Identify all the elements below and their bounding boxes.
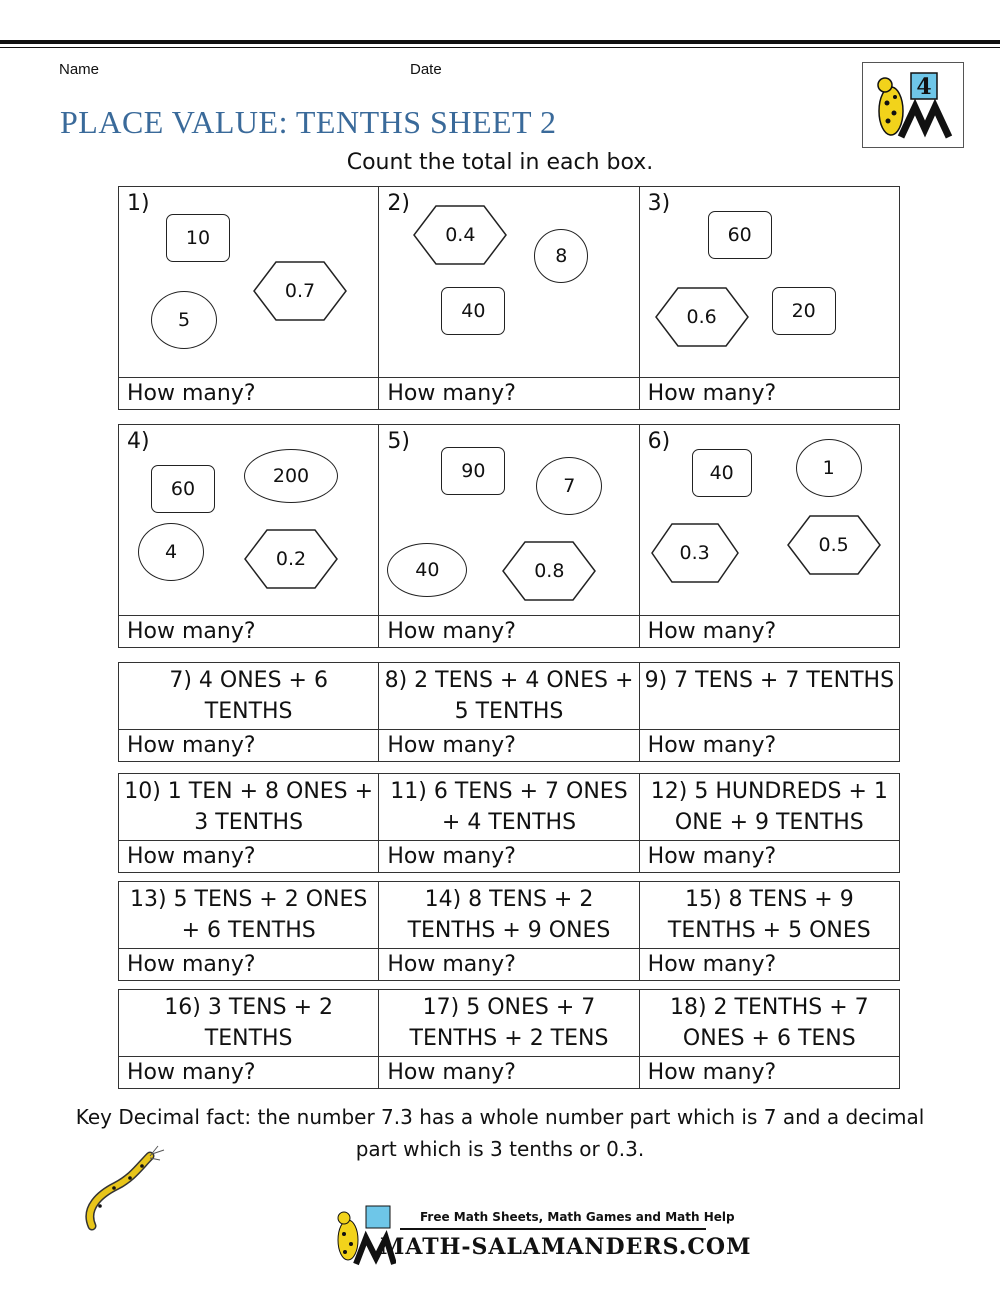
footer-rule (400, 1228, 706, 1230)
how-many-8[interactable]: How many? (379, 730, 639, 762)
logo-number: 4 (916, 74, 932, 100)
problem-7: 7) 4 ONES + 6 TENTHS (119, 663, 379, 730)
problem-10: 10) 1 TEN + 8 ONES + 3 TENTHS (119, 774, 379, 841)
problem-number: 3) (647, 191, 671, 216)
problem-12: 12) 5 HUNDREDS + 1 ONE + 9 TENTHS (639, 774, 899, 841)
rect-shape: 40 (441, 287, 505, 335)
hexagon-shape: 0.8 (501, 541, 597, 601)
ellipse-shape: 200 (244, 449, 338, 503)
page-title: PLACE VALUE: TENTHS SHEET 2 (60, 104, 557, 140)
rect-shape: 20 (772, 287, 836, 335)
how-many-3[interactable]: How many? (639, 378, 899, 410)
how-many-13[interactable]: How many? (119, 949, 379, 981)
key-decimal-fact: Key Decimal fact: the number 7.3 has a whole number part which is 7 and a decimal part which is 3 tenths or 0.3. (75, 1105, 925, 1161)
problem-9: 9) 7 TENS + 7 TENTHS (639, 663, 899, 730)
name-label: Name (59, 61, 100, 78)
top-rule-thin (0, 47, 1000, 48)
grade-logo (862, 62, 964, 148)
salamander-logo-icon (863, 63, 963, 147)
problem-17: 17) 5 ONES + 7 TENTHS + 2 TENS (379, 990, 639, 1057)
problem-13: 13) 5 TENS + 2 ONES + 6 TENTHS (119, 882, 379, 949)
rect-shape: 40 (692, 449, 752, 497)
problem-5 (379, 425, 639, 616)
problem-1 (119, 187, 379, 378)
shape-table-2 (118, 424, 900, 648)
how-many-14[interactable]: How many? (379, 949, 639, 981)
rect-shape: 10 (166, 214, 230, 262)
how-many-7[interactable]: How many? (119, 730, 379, 762)
rect-shape: 60 (151, 465, 215, 513)
salamander-icon (80, 1142, 170, 1232)
problem-3 (639, 187, 899, 378)
how-many-11[interactable]: How many? (379, 841, 639, 873)
how-many-10[interactable]: How many? (119, 841, 379, 873)
problem-16: 16) 3 TENS + 2 TENTHS (119, 990, 379, 1057)
how-many-18[interactable]: How many? (639, 1057, 899, 1089)
how-many-5[interactable]: How many? (379, 616, 639, 648)
hexagon-shape: 0.5 (786, 515, 882, 575)
rect-shape: 90 (441, 447, 505, 495)
how-many-1[interactable]: How many? (119, 378, 379, 410)
rect-shape: 60 (708, 211, 772, 259)
hexagon-shape: 0.6 (654, 287, 750, 347)
circle-shape: 8 (534, 229, 588, 283)
text-table-1 (118, 662, 900, 762)
footer-tagline: Free Math Sheets, Math Games and Math Help (420, 1210, 735, 1224)
problem-11: 11) 6 TENS + 7 ONES + 4 TENTHS (379, 774, 639, 841)
problem-18: 18) 2 TENTHS + 7 ONES + 6 TENS (639, 990, 899, 1057)
top-rule (0, 40, 1000, 44)
how-many-12[interactable]: How many? (639, 841, 899, 873)
problem-number: 6) (647, 429, 671, 454)
circle-shape: 1 (796, 439, 862, 497)
how-many-9[interactable]: How many? (639, 730, 899, 762)
hexagon-shape: 0.3 (650, 523, 740, 583)
text-table-2 (118, 773, 900, 873)
problem-14: 14) 8 TENS + 2 TENTHS + 9 ONES (379, 882, 639, 949)
hexagon-shape: 0.2 (243, 529, 339, 589)
problem-8: 8) 2 TENS + 4 ONES + 5 TENTHS (379, 663, 639, 730)
footer-brand[interactable]: MATH-SALAMANDERS.COM (380, 1234, 752, 1260)
problem-15: 15) 8 TENS + 9 TENTHS + 5 ONES (639, 882, 899, 949)
how-many-17[interactable]: How many? (379, 1057, 639, 1089)
problem-number: 5) (387, 429, 410, 454)
how-many-16[interactable]: How many? (119, 1057, 379, 1089)
date-label: Date (410, 61, 442, 78)
circle-shape: 7 (536, 457, 602, 515)
how-many-4[interactable]: How many? (119, 616, 379, 648)
hexagon-shape: 0.4 (412, 205, 508, 265)
how-many-2[interactable]: How many? (379, 378, 639, 410)
problem-6 (639, 425, 899, 616)
how-many-15[interactable]: How many? (639, 949, 899, 981)
problem-4 (119, 425, 379, 616)
problem-number: 2) (387, 191, 410, 216)
hexagon-shape: 0.7 (252, 261, 348, 321)
text-table-3 (118, 881, 900, 981)
ellipse-shape: 40 (387, 543, 467, 597)
how-many-6[interactable]: How many? (639, 616, 899, 648)
problem-number: 4) (127, 429, 150, 454)
instruction: Count the total in each box. (346, 150, 654, 175)
problem-2 (379, 187, 639, 378)
text-table-4 (118, 989, 900, 1089)
problem-number: 1) (127, 191, 150, 216)
circle-shape: 5 (151, 291, 217, 349)
circle-shape: 4 (138, 523, 204, 581)
shape-table-1 (118, 186, 900, 410)
